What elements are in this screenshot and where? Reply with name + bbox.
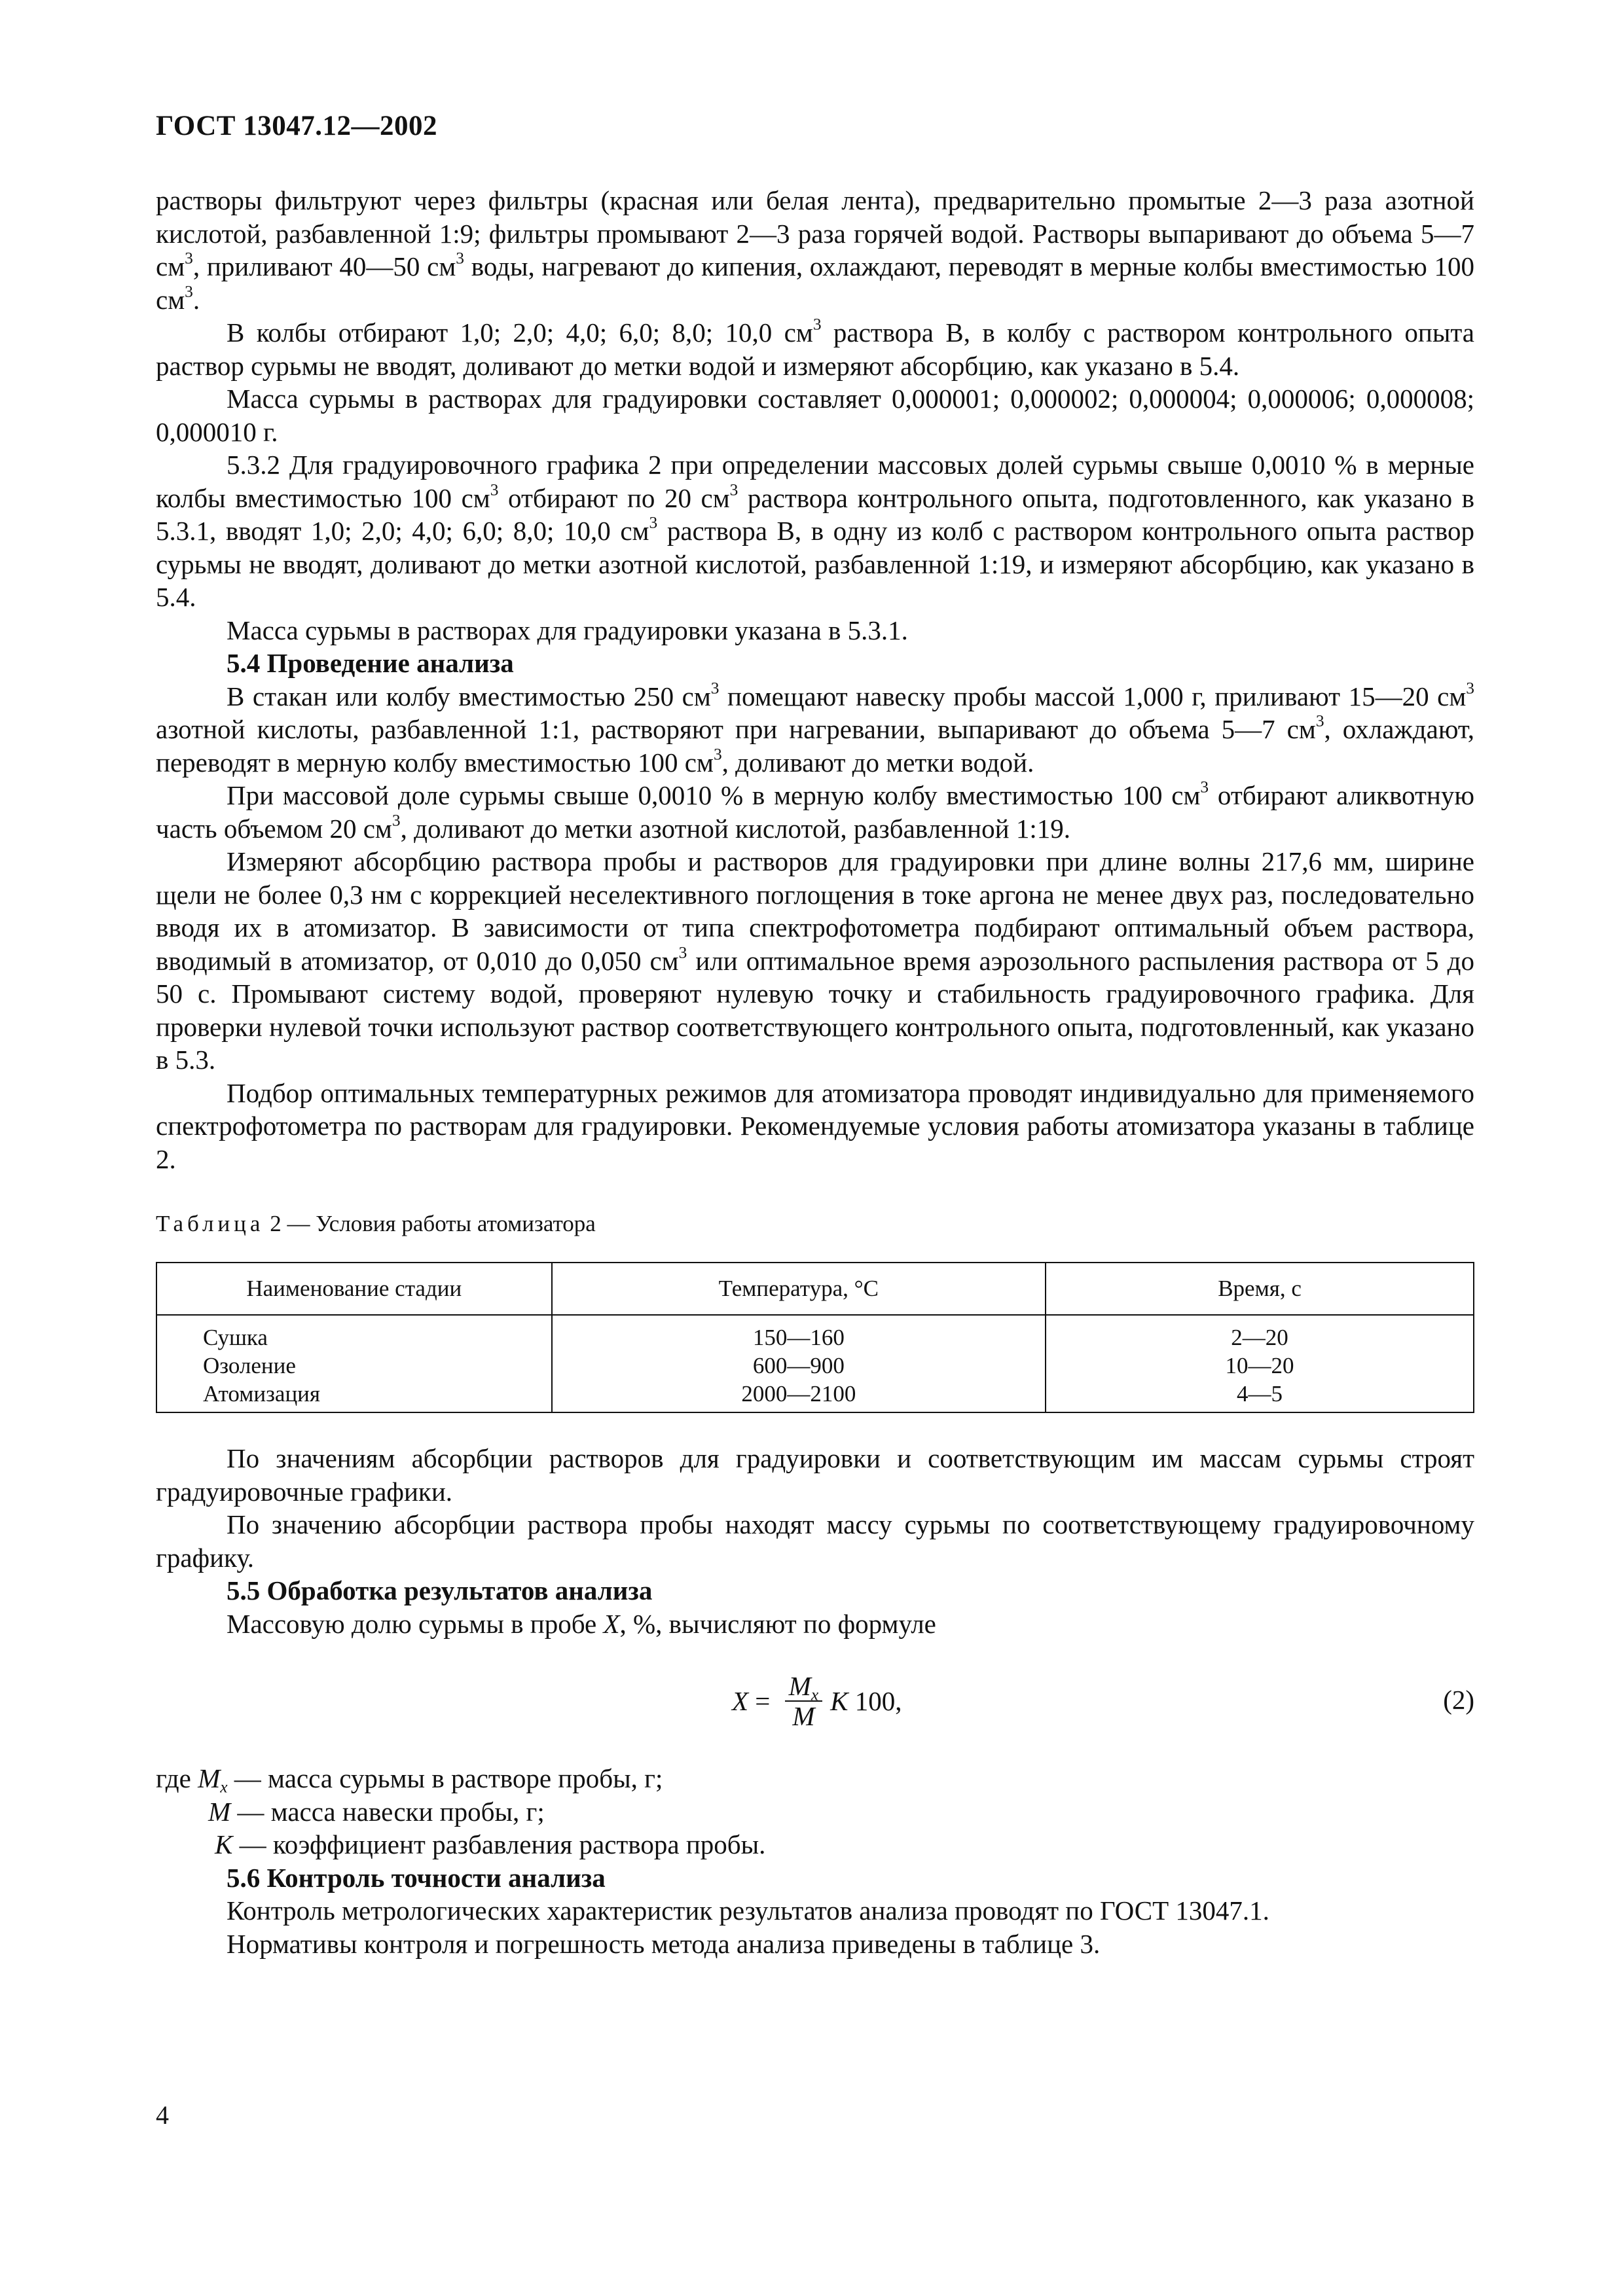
table-header-stage: Наименование стадии (156, 1263, 552, 1315)
formula-rhs: K 100, (830, 1685, 902, 1716)
paragraph-10: По значениям абсорбции растворов для градуировки и соответствующим им массам сурьмы строят градуировочные графики. (156, 1443, 1474, 1507)
paragraph-3: Масса сурьмы в растворах для градуировки составляет 0,000001; 0,000002; 0,000004; 0,000006; 0,000008; 0,000010 г. (156, 384, 1474, 447)
paragraph-7: При массовой доле сурьмы свыше 0,0010 % в мерную колбу вместимостью 100 $см^3$ отбирают аликвотную часть объемом 20 $см^3$, доливают до метки азотной кислотой, разбавленной 1:19. (156, 778, 1474, 844)
table-cell: 10—20 (1225, 1353, 1294, 1378)
table-cell: Озоление (203, 1353, 296, 1378)
section-heading-5-5: 5.5 Обработка результатов анализа (227, 1575, 653, 1605)
paragraph-2: В колбы отбирают 1,0; 2,0; 4,0; 6,0; 8,0; 10,0 $см^3$ раствора В, в колбу с раствором контрольного опыта раствор сурьмы не вводят, доливают до метки водой и измеряют абсорбцию, как указано в 5.4. (156, 315, 1474, 381)
paragraph-14: Нормативы контроля и погрешность метода анализа приведены в таблице 3. (227, 1928, 1101, 1959)
formula-fraction: $\frac{M_x}{M}$ (785, 1672, 822, 1731)
table-cell: 150—160 (752, 1325, 845, 1350)
paragraph-5-3-2: 5.3.2 Для градуировочного графика 2 при определении массовых долей сурьмы свыше 0,0010 % в мерные колбы вместимостью 100 $см^3$ отбирают по 20 $см^3$ раствора контрольного опыта, подготовленного, как указано в 5.3.1, вводят 1,0; 2,0; 4,0; 6,0; 8,0; 10,0 $см^3$ раствора В, в одну из колб с раствором контрольного опыта раствор сурьмы не вводят, доливают до метки азотной кислотой, разбавленной 1:19, и измеряют абсорбцию, как указано в 5.4. (156, 450, 1474, 612)
document-page (156, 110, 1474, 1960)
section-heading-5-4: 5.4 Проведение анализа (227, 648, 514, 678)
formula-number: (2) (1443, 1685, 1474, 1715)
table-cell: 4—5 (1237, 1381, 1283, 1407)
table-cell: 600—900 (752, 1353, 845, 1378)
conditions-table (156, 1262, 1474, 1413)
body-text (156, 184, 1474, 1175)
body-text-after-table (156, 1442, 1474, 1960)
formula-2 (156, 1656, 1474, 1754)
section-heading-5-6: 5.6 Контроль точности анализа (227, 1862, 606, 1893)
time-column (1046, 1315, 1474, 1412)
where-line-2: M — масса навески пробы, г; (208, 1796, 545, 1827)
table-cell: Сушка (203, 1325, 268, 1350)
table-body-row (156, 1315, 1474, 1412)
document-header: ГОСТ 13047.12—2002 (156, 111, 437, 141)
table-cell: 2—20 (1231, 1325, 1288, 1350)
table-header-temperature: Температура, °С (552, 1263, 1046, 1315)
table-caption: Таблица 2 — Условия работы атомизатора (156, 1211, 596, 1236)
paragraph-1: растворы фильтруют через фильтры (красная или белая лента), предварительно промытые 2—3 раза азотной кислотой, разбавленной 1:9; фильтры промывают 2—3 раза горячей водой. Растворы выпаривают до объема 5—7 $см^3$, приливают 40—50 $см^3$ воды, нагревают до кипения, охлаждают, переводят в мерные колбы вместимостью 100 $см^3$. (156, 185, 1474, 315)
temperature-column (552, 1315, 1046, 1412)
table-cell: 2000—2100 (741, 1381, 856, 1407)
paragraph-9: Подбор оптимальных температурных режимов для атомизатора проводят индивидуально для применяемого спектрофотометра по растворам для градуировки. Рекомендуемые условия работы атомизатора указаны в таблице 2. (156, 1077, 1474, 1174)
page-number: 4 (156, 2100, 169, 2130)
table-header-time: Время, с (1046, 1263, 1474, 1315)
paragraph-11: По значению абсорбции раствора пробы находят массу сурьмы по соответствующему градуировочному графику. (156, 1509, 1474, 1573)
paragraph-13: Контроль метрологических характеристик результатов анализа проводят по ГОСТ 13047.1. (227, 1895, 1269, 1926)
paragraph-12: Массовую долю сурьмы в пробе X, %, вычисляют по формуле (227, 1608, 936, 1639)
stage-column (156, 1315, 552, 1412)
where-line-3: K — коэффициент разбавления раствора пробы. (215, 1829, 766, 1859)
paragraph-5: Масса сурьмы в растворах для градуировки указана в 5.3.1. (227, 615, 908, 645)
table-cell: Атомизация (203, 1381, 320, 1407)
paragraph-6: В стакан или колбу вместимостью 250 $см^3$ помещают навеску пробы массой 1,000 г, приливают 15—20 $см^3$ азотной кислоты, разбавленной 1:1, растворяют при нагревании, выпаривают до объема 5—7 $см^3$, охлаждают, переводят в мерную колбу вместимостью 100 $см^3$, доливают до метки водой. (156, 679, 1474, 778)
formula-expression: X = $\frac{M_x}{M}$ K 100, (732, 1671, 902, 1731)
paragraph-8: Измеряют абсорбцию раствора пробы и растворов для градуировки при длине волны 217,6 мм, ширине щели не более 0,3 нм с коррекцией неселективного поглощения в токе аргона не менее двух раз, последовательно вводя их в атомизатор. В зависимости от типа спектрофотометра подбирают оптимальный объем раствора, вводимый в атомизатор, от 0,010 до 0,050 $см^3$ или оптимальное время аэрозольного распыления раствора от 5 до 50 с. Промывают систему водой, проверяют нулевую точку и стабильность градуировочного графика. Для проверки нулевой точки используют раствор соответствующего контрольного опыта, подготовленный, как указано в 5.3. (156, 846, 1474, 1075)
where-line-1: где $M_x$ — масса сурьмы в растворе пробы, г; (156, 1763, 663, 1797)
